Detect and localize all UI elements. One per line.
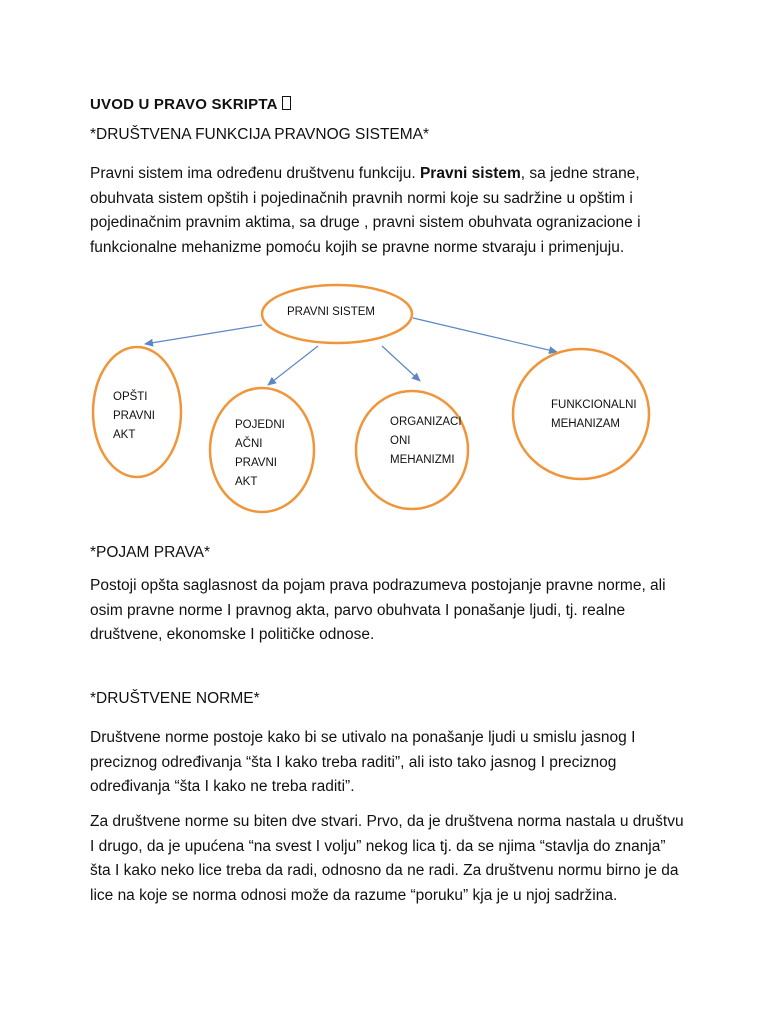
paragraph-rest: , sa jedne strane, obuhvata sistem opštih i pojedinačnih pravnih normi koje su sadržine u opštim i pojedinačnim pravnim aktima, sa druge , pravni sistem obuhvata ogranizacione i funkcionalne mehanizme pomoću kojih se pravne norme stvaraju i primenjuju. — [90, 165, 641, 256]
node-ellipse — [513, 349, 649, 479]
node-label-line: AČNI — [235, 438, 263, 450]
node-label-line: AKT — [113, 429, 136, 441]
node-general-legal-act — [93, 347, 181, 477]
paragraph-concept-of-law — [90, 574, 690, 648]
paragraph-bold-term: Pravni sistem — [419, 165, 521, 182]
node-label-line: MEHANIZAM — [551, 418, 620, 430]
paragraph-lead: Pravni sistem ima određenu društvenu funkciju. — [90, 165, 420, 182]
paragraph-text: Postoji opšta saglasnost da pojam prava podrazumeva postojanje pravne norme, ali osim pravne norme I pravnog akta, parvo obuhvata I ponašanje ljudi, tj. realne društvene, ekonomske I političke odnose. — [90, 577, 666, 643]
paragraph-social-norms-1 — [90, 726, 690, 800]
diagram-arrow — [413, 318, 557, 352]
section-heading-social-norms: *DRUŠTVENE NORME* — [90, 690, 260, 707]
document-title-text: UVOD U PRAVO SKRIPTA — [90, 96, 278, 113]
node-ellipse — [210, 388, 314, 512]
diagram-arrow — [145, 325, 262, 344]
section-heading-concept-of-law: *POJAM PRAVA* — [90, 544, 211, 561]
node-label-line: AKT — [235, 476, 258, 488]
section-heading-social-function: *DRUŠTVENA FUNKCIJA PRAVNOG SISTEMA* — [90, 126, 430, 143]
node-organizational-mechanisms — [356, 391, 468, 509]
node-label-line: PRAVNI — [235, 457, 277, 469]
node-ellipse — [356, 391, 468, 509]
node-individual-legal-act — [210, 388, 314, 512]
paragraph-text: Za društvene norme su biten dve stvari. Prvo, da je društvena norma nastala u društvu I drugo, da je upućena “na svest I volju” nekog lica tj. da se njima “stavlja do znanja” šta I kako neko lice treba da radi, odnosno da ne radi. Za društvenu normu birno je da lice na koje se norma odnosi može da razume “poruku” kja je u njoj sadržina. — [90, 813, 684, 904]
node-label-line: PRAVNI — [113, 410, 155, 422]
node-label-line: POJEDNI — [235, 419, 285, 431]
diagram-nodes — [93, 285, 649, 512]
diagram-arrow — [268, 346, 318, 385]
node-label-line: ORGANIZACI — [390, 416, 462, 428]
node-legal-system — [262, 285, 412, 343]
node-label-line: OPŠTI — [113, 391, 148, 403]
node-label-line: MEHANIZMI — [390, 454, 455, 466]
node-label-line: FUNKCIONALNI — [551, 399, 637, 411]
paragraph-social-norms-2 — [90, 810, 690, 908]
paragraph-text: Društvene norme postoje kako bi se utivalo na ponašanje ljudi u smislu jasnog I preciznog određivanja “šta I kako treba raditi”, ali isto tako jasnog I preciznog određivanja “šta I kako ne treba raditi”. — [90, 729, 636, 795]
node-functional-mechanism — [513, 349, 649, 479]
diagram-arrow — [382, 346, 420, 381]
node-label-line: PRAVNI SISTEM — [287, 306, 375, 318]
node-label-line: ONI — [390, 435, 411, 447]
